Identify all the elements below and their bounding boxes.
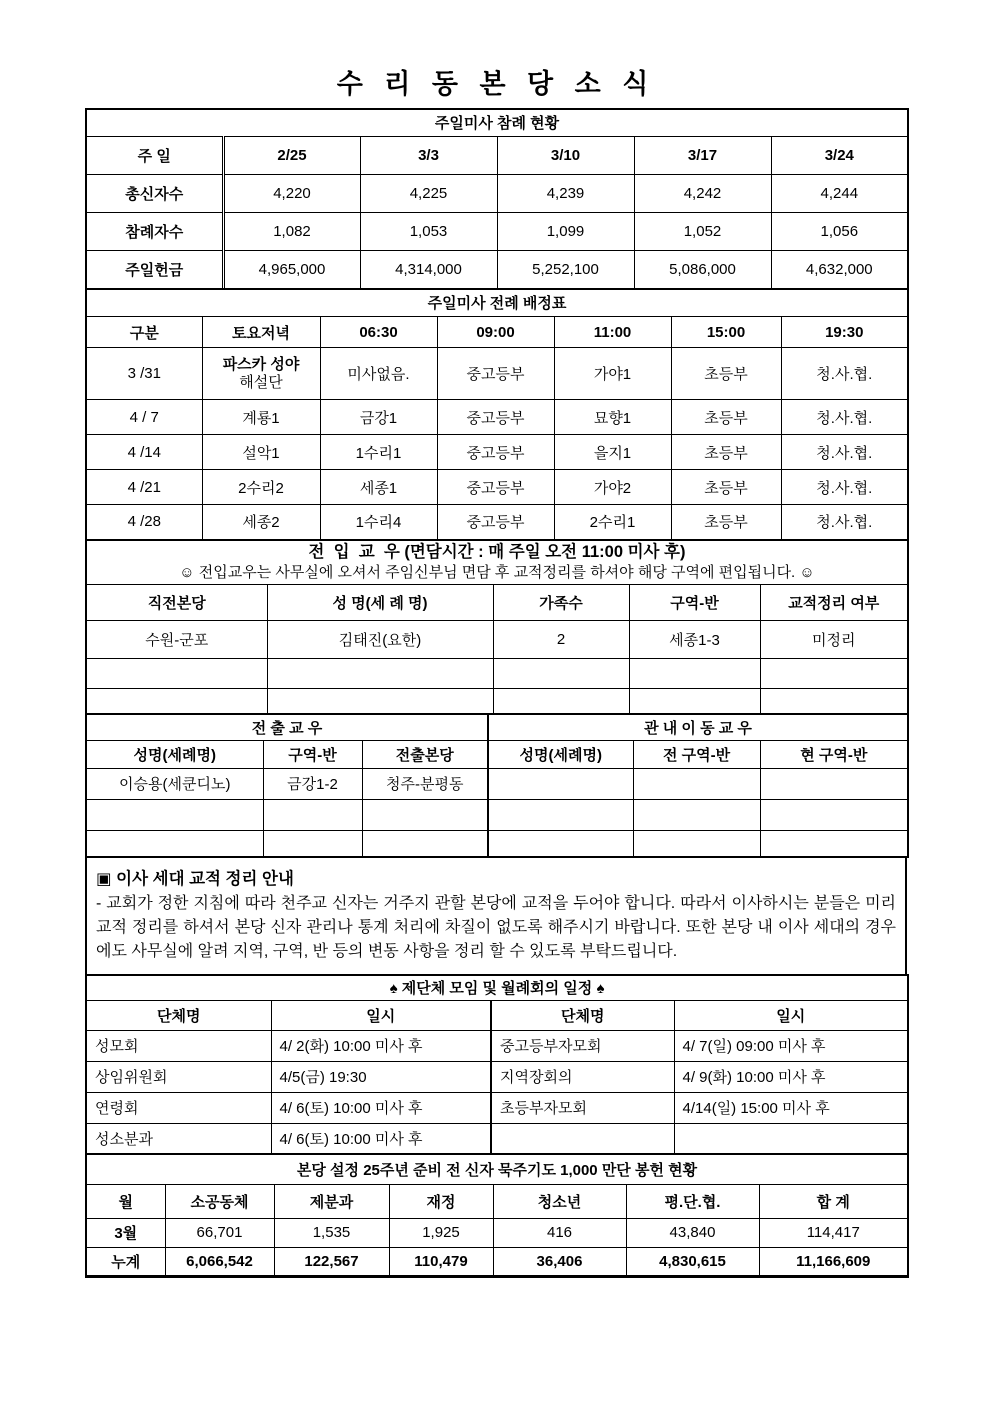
transfer-in-header [86,540,908,584]
liturgy-assignment: 가야2 [554,470,671,505]
notice-body: - 교회가 정한 지침에 따라 천주교 신자는 거주지 관할 본당에 교적을 두어야 합니다. 따라서 이사하시는 분들은 미리 교적 정리를 하셔서 본당 신자 관리나 통계 처리에 차질이 없도록 해주시기 바랍니다. 또한 본당 내 이사 세대의 경우에도 사무실에 알려 지역, 구역, 반 등의 변동 사항을 정리 할 수 있도록 부탁드립니다. [96,895,896,961]
transfer-in-cell [760,658,908,688]
liturgy-assignment: 을지1 [554,435,671,470]
attendance-value: 5,086,000 [634,251,771,289]
rosary-value: 4,830,615 [626,1247,759,1276]
transfer-in-note: ☺ 전입교우는 사무실에 오셔서 주임신부님 면담 후 교적정리를 하셔야 해당 구역에 편입됩니다. ☺ [179,564,815,582]
rosary-value: 122,567 [274,1247,389,1276]
meetings-col-header: 단체명 [86,1000,271,1030]
attendance-value: 1,082 [223,213,360,251]
moves-cell [263,830,362,857]
meetings-group-cell: 지역장회의 [491,1061,674,1092]
attendance-row-label: 참례자수 [86,213,223,251]
liturgy-assignment: 중고등부 [437,435,554,470]
attendance-title: 주일미사 참례 현황 [86,109,908,137]
meetings-group-cell: 초등부자모회 [491,1092,674,1123]
attendance-row-label: 주 일 [86,137,223,175]
moves-cell [86,799,263,830]
rosary-col-header: 재정 [389,1184,493,1218]
transfer-in-cell [760,688,908,714]
transfer-in-col-header: 직전본당 [86,584,267,620]
moves-col-header: 전출본당 [362,740,488,768]
liturgy-date: 4 /14 [86,435,202,470]
notice-title: ▣ 이사 세대 교적 정리 안내 [96,870,294,889]
liturgy-col-header: 06:30 [320,317,437,348]
rosary-value: 36,406 [493,1247,626,1276]
attendance-date: 3/3 [360,137,497,175]
attendance-value: 4,225 [360,175,497,213]
moves-cell [760,830,908,857]
liturgy-assignment: 중고등부 [437,470,554,505]
meetings-datetime-cell: 4/ 6(토) 10:00 미사 후 [271,1123,491,1154]
transfer-in-cell [493,658,629,688]
liturgy-col-header: 19:30 [781,317,908,348]
transfer-in-cell [629,658,760,688]
liturgy-assignment: 청.사.협. [781,470,908,505]
meetings-datetime-cell: 4/ 2(화) 10:00 미사 후 [271,1030,491,1061]
moves-col-header: 성명(세례명) [488,740,633,768]
meetings-datetime-cell: 4/ 6(토) 10:00 미사 후 [271,1092,491,1123]
attendance-date: 2/25 [223,137,360,175]
transfer-in-col-header: 교적정리 여부 [760,584,908,620]
rosary-value: 114,417 [759,1218,908,1247]
attendance-value: 4,965,000 [223,251,360,289]
liturgy-col-header: 11:00 [554,317,671,348]
rosary-col-header: 청소년 [493,1184,626,1218]
attendance-value: 1,056 [771,213,908,251]
meetings-datetime-cell: 4/ 9(화) 10:00 미사 후 [674,1061,908,1092]
attendance-row-label: 주일헌금 [86,251,223,289]
liturgy-assignment: 1수리1 [320,435,437,470]
meetings-col-header: 단체명 [491,1000,674,1030]
transfer-out-title: 전 출 교 우 [86,714,488,740]
transfer-in-cell [493,688,629,714]
internal-move-title: 관 내 이 동 교 우 [488,714,908,740]
attendance-value: 4,314,000 [360,251,497,289]
rosary-table [85,1153,909,1278]
moves-col-header: 전 구역-반 [633,740,760,768]
transfer-in-cell: 수원-군포 [86,620,267,658]
moves-cell [488,830,633,857]
rosary-col-header: 월 [86,1184,165,1218]
rosary-col-header: 평.단.협. [626,1184,759,1218]
rosary-value: 416 [493,1218,626,1247]
rosary-title: 본당 설정 25주년 준비 전 신자 묵주기도 1,000 만단 봉헌 현황 [86,1154,908,1184]
attendance-value: 5,252,100 [497,251,634,289]
liturgy-assignment: 청.사.협. [781,348,908,400]
liturgy-assignment: 중고등부 [437,400,554,435]
transfer-in-cell: 2 [493,620,629,658]
rosary-value: 11,166,609 [759,1247,908,1276]
liturgy-assignment: 청.사.협. [781,435,908,470]
attendance-value: 1,099 [497,213,634,251]
liturgy-assignment: 계룡1 [202,400,320,435]
transfer-in-cell: 미정리 [760,620,908,658]
attendance-value: 4,632,000 [771,251,908,289]
liturgy-assignment: 미사없음. [320,348,437,400]
attendance-value: 1,053 [360,213,497,251]
moves-cell [488,768,633,799]
moves-cell [362,799,488,830]
moves-cell [488,799,633,830]
meetings-datetime-cell: 4/5(금) 19:30 [271,1061,491,1092]
meetings-group-cell: 상임위원회 [86,1061,271,1092]
meetings-title: ♠ 제단체 모임 및 월례회의 일정 ♠ [86,975,908,1000]
transfer-in-cell [629,688,760,714]
transfer-in-title: 전 입 교 우 (면담시간 : 매 주일 오전 11:00 미사 후) [308,542,686,561]
liturgy-assignment: 초등부 [671,348,781,400]
meetings-datetime-cell: 4/ 7(일) 09:00 미사 후 [674,1030,908,1061]
liturgy-table [85,288,909,541]
rosary-value: 1,535 [274,1218,389,1247]
liturgy-col-header: 토요저녁 [202,317,320,348]
liturgy-col-header: 15:00 [671,317,781,348]
meetings-datetime-cell [674,1123,908,1154]
attendance-date: 3/10 [497,137,634,175]
liturgy-assignment-main: 파스카 성야 [222,356,300,374]
moves-col-header: 성명(세례명) [86,740,263,768]
liturgy-assignment: 초등부 [671,470,781,505]
moves-cell [760,768,908,799]
transfer-in-cell [267,658,493,688]
liturgy-assignment: 1수리4 [320,505,437,540]
liturgy-assignment: 금강1 [320,400,437,435]
transfer-in-cell: 세종1-3 [629,620,760,658]
liturgy-title: 주일미사 전례 배정표 [86,289,908,317]
liturgy-assignment: 청.사.협. [781,400,908,435]
transfer-in-col-header: 가족수 [493,584,629,620]
attendance-value: 4,242 [634,175,771,213]
attendance-row-label: 총신자수 [86,175,223,213]
transfer-in-col-header: 성 명(세 례 명) [267,584,493,620]
liturgy-col-header: 09:00 [437,317,554,348]
attendance-value: 4,244 [771,175,908,213]
meetings-col-header: 일시 [674,1000,908,1030]
rosary-value: 43,840 [626,1218,759,1247]
liturgy-date: 4 /28 [86,505,202,540]
notice-box [85,856,907,976]
attendance-value: 4,220 [223,175,360,213]
attendance-value: 1,052 [634,213,771,251]
meetings-group-cell: 중고등부자모회 [491,1030,674,1061]
rosary-value: 6,066,542 [165,1247,274,1276]
transfer-in-col-header: 구역-반 [629,584,760,620]
moves-cell: 금강1-2 [263,768,362,799]
transfer-in-cell: 김태진(요한) [267,620,493,658]
meetings-table [85,974,909,1155]
moves-col-header: 구역-반 [263,740,362,768]
moves-cell [760,799,908,830]
liturgy-assignment: 설악1 [202,435,320,470]
moves-cell: 이승용(세쿤디노) [86,768,263,799]
attendance-value: 4,239 [497,175,634,213]
bulletin-page [85,0,907,1278]
liturgy-assignment: 중고등부 [437,505,554,540]
liturgy-date: 4 / 7 [86,400,202,435]
attendance-table [85,108,909,290]
rosary-month-label: 3월 [86,1218,165,1247]
meetings-col-header: 일시 [271,1000,491,1030]
meetings-datetime-cell: 4/14(일) 15:00 미사 후 [674,1092,908,1123]
liturgy-assignment: 가야1 [554,348,671,400]
moves-cell: 청주-분평동 [362,768,488,799]
transfer-in-cell [267,688,493,714]
liturgy-assignment: 초등부 [671,400,781,435]
rosary-value: 110,479 [389,1247,493,1276]
moves-col-header: 현 구역-반 [760,740,908,768]
moves-cell [362,830,488,857]
liturgy-date: 3 /31 [86,348,202,400]
moves-table [85,713,909,858]
attendance-date: 3/24 [771,137,908,175]
liturgy-assignment: 초등부 [671,435,781,470]
meetings-group-cell: 성모회 [86,1030,271,1061]
moves-cell [86,830,263,857]
liturgy-assignment-sub: 해설단 [239,373,283,391]
liturgy-assignment: 2수리2 [202,470,320,505]
meetings-group-cell [491,1123,674,1154]
liturgy-assignment: 중고등부 [437,348,554,400]
liturgy-assignment [202,348,320,400]
meetings-group-cell: 성소분과 [86,1123,271,1154]
transfer-in-cell [86,688,267,714]
moves-cell [633,830,760,857]
liturgy-assignment: 초등부 [671,505,781,540]
meetings-group-cell: 연령회 [86,1092,271,1123]
moves-cell [633,768,760,799]
liturgy-col-header: 구분 [86,317,202,348]
rosary-col-header: 합 계 [759,1184,908,1218]
liturgy-date: 4 /21 [86,470,202,505]
liturgy-assignment: 2수리1 [554,505,671,540]
page-title: 수 리 동 본 당 소 식 [336,69,656,99]
transfer-in-cell [86,658,267,688]
rosary-month-label: 누계 [86,1247,165,1276]
rosary-value: 66,701 [165,1218,274,1247]
moves-cell [633,799,760,830]
moves-cell [263,799,362,830]
liturgy-assignment: 세종2 [202,505,320,540]
rosary-value: 1,925 [389,1218,493,1247]
attendance-date: 3/17 [634,137,771,175]
liturgy-assignment: 세종1 [320,470,437,505]
liturgy-assignment: 묘향1 [554,400,671,435]
liturgy-assignment: 청.사.협. [781,505,908,540]
rosary-col-header: 제분과 [274,1184,389,1218]
transfer-in-table [85,539,909,715]
rosary-col-header: 소공동체 [165,1184,274,1218]
